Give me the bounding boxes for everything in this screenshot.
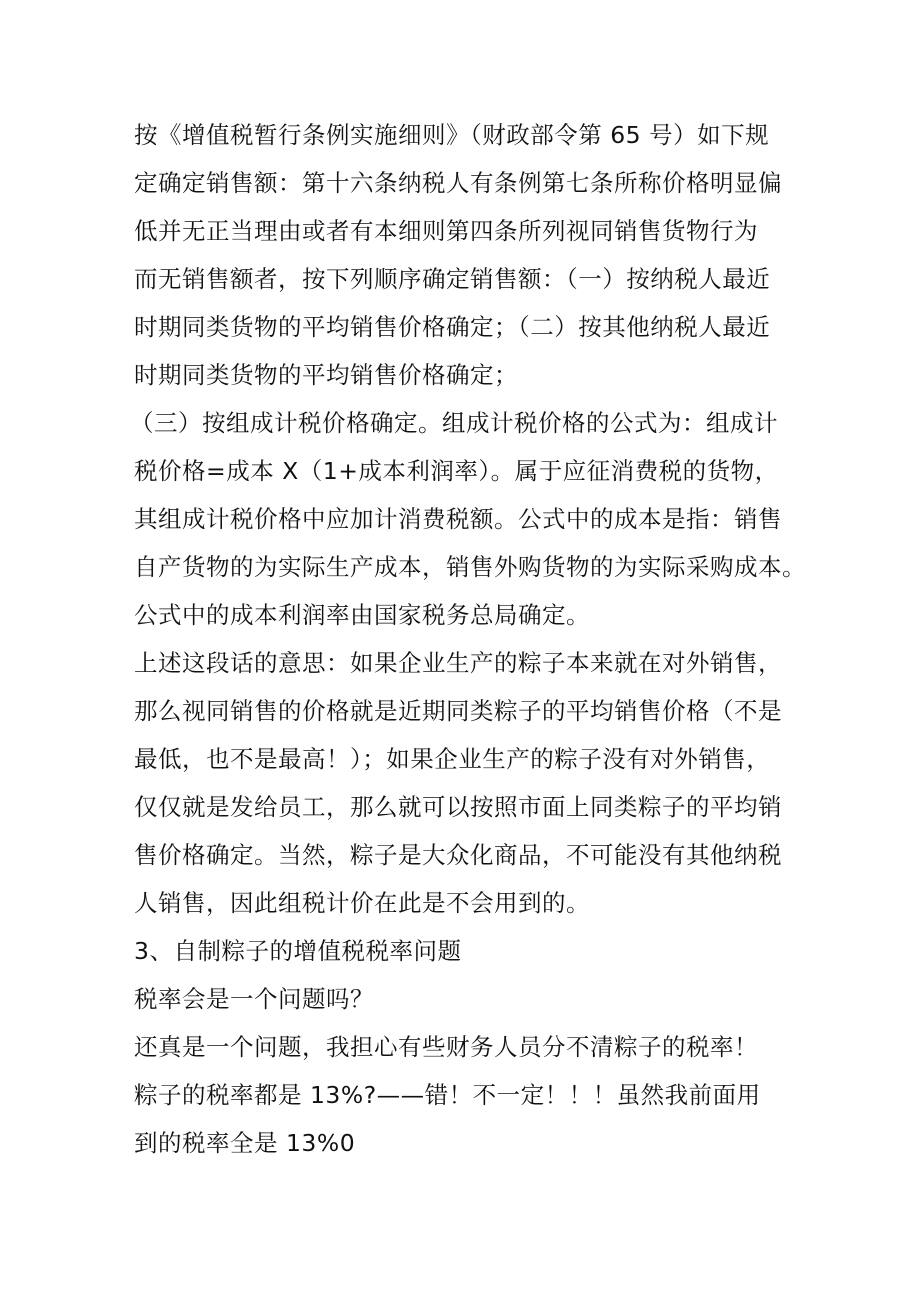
text-line: 售价格确定。当然，粽子是大众化商品，不可能没有其他纳税 xyxy=(134,841,782,869)
text-line: 时期同类货物的平均销售价格确定；（二）按其他纳税人最近 xyxy=(134,313,771,341)
text-line: （三）按组成计税价格确定。组成计税价格的公式为：组成计 xyxy=(130,409,778,437)
text-line: 而无销售额者，按下列顺序确定销售额：（一）按纳税人最近 xyxy=(134,265,771,293)
text-line: 低并无正当理由或者有本细则第四条所列视同销售货物行为 xyxy=(134,217,758,245)
text-line: 税率会是一个问题吗？ xyxy=(134,985,374,1013)
text-line: 税价格=成本 X（1+成本利润率）。属于应征消费税的货物， xyxy=(134,457,779,485)
text-line: 人销售，因此组税计价在此是不会用到的。 xyxy=(134,889,590,917)
text-line: 最低，也不是最高！）；如果企业生产的粽子没有对外销售， xyxy=(134,745,771,773)
text-line: 定确定销售额：第十六条纳税人有条例第七条所称价格明显偏 xyxy=(134,169,782,197)
text-line: 其组成计税价格中应加计消费税额。公式中的成本是指：销售 xyxy=(134,505,782,533)
section-heading: 3、自制粽子的增值税税率问题 xyxy=(134,937,462,965)
text-line: 仅仅就是发给员工，那么就可以按照市面上同类粽子的平均销 xyxy=(134,793,782,821)
text-line: 按《增值税暂行条例实施细则》（财政部令第 65 号）如下规 xyxy=(134,121,770,149)
text-line: 还真是一个问题，我担心有些财务人员分不清粽子的税率！ xyxy=(134,1033,758,1061)
text-line: 时期同类货物的平均销售价格确定； xyxy=(134,361,518,389)
text-line: 那么视同销售的价格就是近期同类粽子的平均销售价格（不是 xyxy=(134,697,782,725)
text-line: 粽子的税率都是 13%?——错！不一定！！！虽然我前面用 xyxy=(134,1081,761,1109)
text-line: 到的税率全是 13%0 xyxy=(134,1129,356,1157)
text-line: 上述这段话的意思：如果企业生产的粽子本来就在对外销售， xyxy=(134,649,782,677)
text-line: 公式中的成本利润率由国家税务总局确定。 xyxy=(134,601,590,629)
text-line: 自产货物的为实际生产成本，销售外购货物的为实际采购成本。 xyxy=(134,553,806,581)
